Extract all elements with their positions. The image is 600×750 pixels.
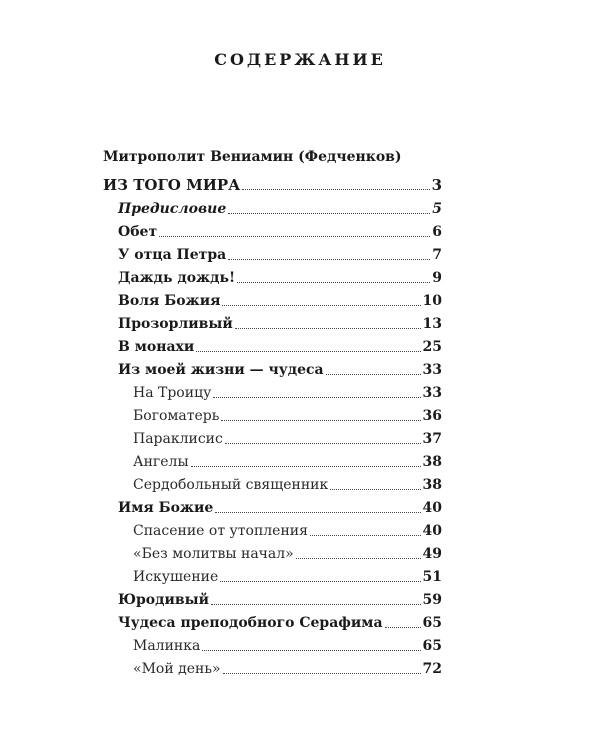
toc-entry-title: Параклисис bbox=[133, 431, 223, 447]
toc-entry-title: Прозорливый bbox=[118, 316, 233, 332]
toc-leader-dots bbox=[223, 673, 421, 674]
toc-leader-dots bbox=[196, 351, 420, 352]
toc-entry[interactable] bbox=[118, 221, 442, 241]
toc-entry-page: 13 bbox=[422, 316, 442, 332]
toc-entry-title: Спасение от утопления bbox=[133, 523, 308, 539]
toc-entry-page: 9 bbox=[432, 270, 442, 286]
toc-entry[interactable] bbox=[118, 612, 442, 632]
toc-entry-title: Даждь дождь! bbox=[118, 270, 236, 286]
toc-leader-dots bbox=[228, 213, 430, 214]
toc-leader-dots bbox=[242, 189, 429, 190]
toc-entry-page: 65 bbox=[422, 615, 442, 631]
toc-leader-dots bbox=[220, 581, 420, 582]
toc-leader-dots bbox=[310, 535, 421, 536]
toc-leader-dots bbox=[228, 259, 430, 260]
toc-entry[interactable] bbox=[118, 313, 442, 333]
toc-leader-dots bbox=[191, 466, 421, 467]
toc-entry[interactable] bbox=[118, 267, 442, 287]
toc-entry-title: Чудеса преподобного Серафима bbox=[118, 615, 383, 631]
toc-entry-page: 38 bbox=[422, 454, 442, 470]
toc-entry-page: 7 bbox=[432, 247, 442, 263]
toc-entry-page: 72 bbox=[422, 661, 442, 677]
toc-leader-dots bbox=[385, 627, 421, 628]
toc-entry-title: Предисловие bbox=[118, 201, 227, 217]
toc-entry-page: 33 bbox=[422, 385, 442, 401]
toc-entry[interactable] bbox=[118, 198, 442, 218]
toc-entry-title: У отца Петра bbox=[118, 247, 227, 263]
toc-entry-page: 25 bbox=[422, 339, 442, 355]
toc-entry[interactable] bbox=[133, 520, 442, 540]
toc-entry[interactable] bbox=[118, 497, 442, 517]
toc-entry-title: Юродивый bbox=[118, 592, 210, 608]
toc-leader-dots bbox=[330, 489, 420, 490]
toc-entry-title: Воля Божия bbox=[118, 293, 221, 309]
toc-entry[interactable] bbox=[133, 543, 442, 563]
toc-entry-page: 10 bbox=[422, 293, 442, 309]
toc-leader-dots bbox=[237, 282, 430, 283]
toc-entry-page: 33 bbox=[422, 362, 442, 378]
toc-entry-title: На Троицу bbox=[133, 385, 212, 401]
toc-entry[interactable] bbox=[133, 658, 442, 678]
toc-leader-dots bbox=[222, 305, 420, 306]
toc-entry-page: 3 bbox=[431, 176, 442, 194]
toc-leader-dots bbox=[296, 558, 421, 559]
toc-entry-title: Малинка bbox=[133, 638, 201, 654]
toc-entry-page: 6 bbox=[432, 224, 442, 240]
toc-entry-title: Ангелы bbox=[133, 454, 189, 470]
toc-entry[interactable] bbox=[133, 635, 442, 655]
toc-entry-page: 38 bbox=[422, 477, 442, 493]
page-title: СОДЕРЖАНИЕ bbox=[214, 50, 386, 69]
author-heading: Митрополит Вениамин (Федченков) bbox=[103, 149, 402, 165]
toc-entry[interactable] bbox=[118, 589, 442, 609]
toc-leader-dots bbox=[211, 604, 421, 605]
toc-entry-title: «Мой день» bbox=[133, 661, 221, 677]
toc-entry-page: 36 bbox=[422, 408, 442, 424]
toc-entry[interactable] bbox=[133, 428, 442, 448]
toc-entry[interactable] bbox=[103, 174, 442, 194]
toc-entry-title: ИЗ ТОГО МИРА bbox=[103, 176, 241, 194]
toc-entry-title: В монахи bbox=[118, 339, 195, 355]
toc-entry-title: Богоматерь bbox=[133, 408, 220, 424]
toc-entry-title: Искушение bbox=[133, 569, 219, 585]
toc-entry[interactable] bbox=[118, 290, 442, 310]
toc-leader-dots bbox=[213, 397, 420, 398]
toc-entry[interactable] bbox=[133, 566, 442, 586]
toc-entry-page: 5 bbox=[432, 201, 442, 217]
toc-entry-title: «Без молитвы начал» bbox=[133, 546, 294, 562]
toc-leader-dots bbox=[221, 420, 420, 421]
toc-entry-title: Имя Божие bbox=[118, 500, 214, 516]
toc-entry[interactable] bbox=[133, 405, 442, 425]
toc-entry-title: Сердобольный священник bbox=[133, 477, 329, 493]
toc-entry[interactable] bbox=[133, 474, 442, 494]
toc-leader-dots bbox=[202, 650, 420, 651]
toc-entry[interactable] bbox=[118, 244, 442, 264]
toc-entry-page: 59 bbox=[422, 592, 442, 608]
toc-leader-dots bbox=[215, 512, 420, 513]
toc-leader-dots bbox=[225, 443, 421, 444]
toc-entry[interactable] bbox=[133, 451, 442, 471]
toc-leader-dots bbox=[235, 328, 421, 329]
toc-entry-page: 51 bbox=[422, 569, 442, 585]
toc-entry-page: 49 bbox=[422, 546, 442, 562]
toc-entry[interactable] bbox=[133, 382, 442, 402]
toc-entry-title: Обет bbox=[118, 224, 158, 240]
toc-entry-page: 37 bbox=[422, 431, 442, 447]
toc-entry-page: 40 bbox=[422, 500, 442, 516]
toc-leader-dots bbox=[326, 374, 421, 375]
toc-entry-page: 40 bbox=[422, 523, 442, 539]
toc-entry-page: 65 bbox=[422, 638, 442, 654]
toc-leader-dots bbox=[159, 236, 430, 237]
toc-entry-title: Из моей жизни — чудеса bbox=[118, 362, 324, 378]
toc-entry[interactable] bbox=[118, 359, 442, 379]
toc-entry[interactable] bbox=[118, 336, 442, 356]
